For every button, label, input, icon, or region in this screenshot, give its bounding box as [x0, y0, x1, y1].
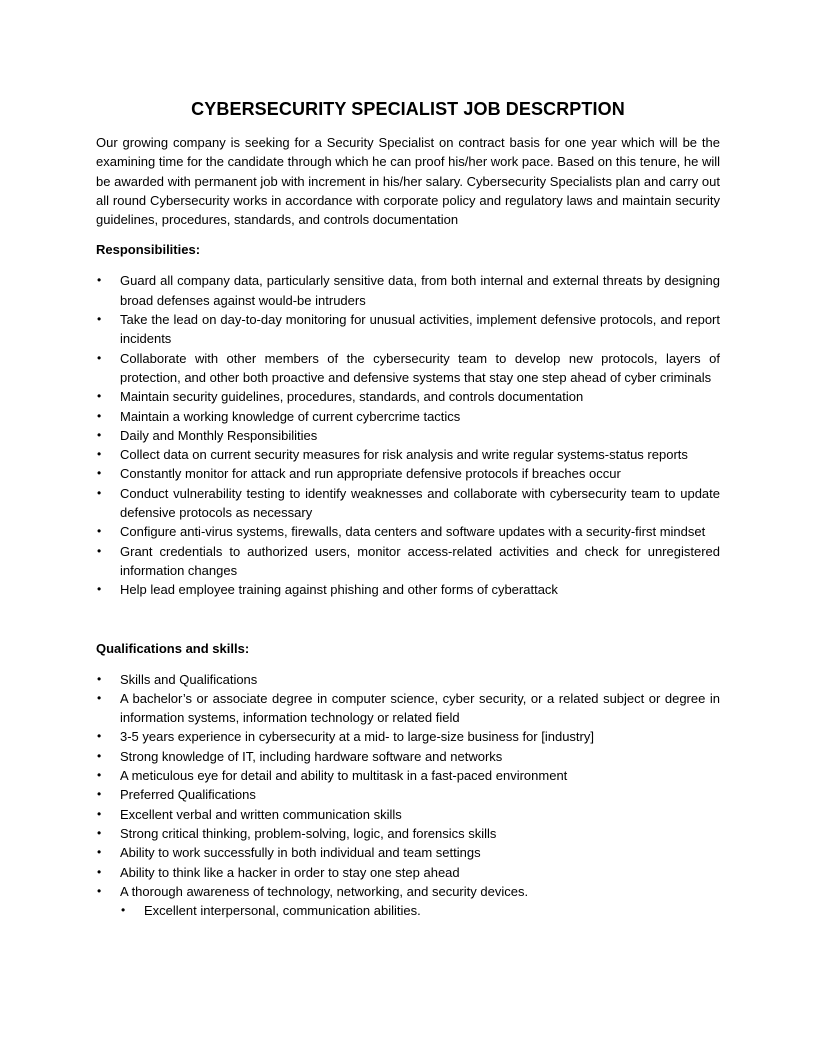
- list-item-text: Preferred Qualifications: [120, 787, 256, 803]
- bullet-icon: •: [97, 825, 102, 840]
- list-item-text: 3-5 years experience in cybersecurity at a mid- to large-size business for [industry]: [120, 729, 594, 745]
- list-item: [96, 271, 720, 310]
- list-item-text: Maintain security guidelines, procedures, standards, and controls documentation: [120, 389, 584, 405]
- list-item: [96, 464, 720, 483]
- bullet-icon: •: [97, 524, 102, 539]
- list-item-text: Collect data on current security measures for risk analysis and write regular systems-status reports: [120, 447, 688, 463]
- bullet-icon: •: [97, 748, 102, 763]
- list-item: [96, 670, 720, 689]
- list-item-text: A meticulous eye for detail and ability to multitask in a fast-paced environment: [120, 768, 568, 784]
- list-item-text: Maintain a working knowledge of current cybercrime tactics: [120, 408, 461, 424]
- page-title: CYBERSECURITY SPECIALIST JOB DESCRPTION: [191, 99, 625, 119]
- bullet-icon: •: [97, 543, 102, 558]
- bullet-icon: •: [97, 883, 102, 898]
- bullet-icon: •: [97, 485, 102, 500]
- list-item-text: Strong knowledge of IT, including hardware software and networks: [120, 748, 503, 764]
- list-item: [96, 805, 720, 824]
- list-item: [96, 689, 720, 728]
- list-item-text: Ability to work successfully in both individual and team settings: [120, 845, 481, 861]
- responsibilities-list: [96, 271, 720, 599]
- list-item: [96, 766, 720, 785]
- list-item: [96, 863, 720, 882]
- list-item-text: Grant credentials to authorized users, monitor access-related activities and check for unregistered information changes: [120, 543, 720, 578]
- list-item: [96, 580, 720, 599]
- bullet-icon: •: [97, 447, 102, 462]
- list-item-text: Conduct vulnerability testing to identify weaknesses and collaborate with cybersecurity team to update defensive protocols as necessary: [120, 485, 720, 521]
- list-item-text: Excellent verbal and written communication skills: [120, 806, 402, 822]
- list-item: [96, 387, 720, 406]
- list-item-text: A bachelor’s or associate degree in computer science, cyber security, or a related subject or degree in information systems, information technology or related field: [120, 690, 720, 726]
- qualifications-heading: Qualifications and skills:: [96, 640, 250, 656]
- list-item: [96, 484, 720, 523]
- list-item: [96, 542, 720, 581]
- list-item: [96, 407, 720, 426]
- bullet-icon: •: [97, 350, 102, 365]
- bullet-icon: •: [97, 787, 102, 802]
- list-item-text: Guard all company data, particularly sensitive data, from both internal and external threats by designing broad defenses against would-be intruders: [120, 273, 720, 308]
- list-item-text: Strong critical thinking, problem-solving, logic, and forensics skills: [120, 825, 497, 841]
- list-item: [96, 843, 720, 862]
- list-item: [96, 747, 720, 766]
- bullet-icon: •: [97, 582, 102, 597]
- bullet-icon: •: [97, 845, 102, 860]
- bullet-icon: •: [97, 806, 102, 821]
- nested-qualifications-list: [96, 901, 720, 920]
- list-item: [96, 882, 720, 901]
- list-item: [96, 310, 720, 349]
- bullet-icon: •: [97, 466, 102, 481]
- bullet-icon: •: [97, 408, 102, 423]
- list-item-text: Excellent interpersonal, communication abilities.: [144, 903, 421, 919]
- list-item: [96, 445, 720, 464]
- list-item: [96, 727, 720, 746]
- bullet-icon: •: [97, 671, 102, 686]
- bullet-icon: •: [97, 273, 102, 288]
- responsibilities-heading: Responsibilities:: [96, 242, 201, 258]
- bullet-icon: •: [97, 312, 102, 327]
- bullet-icon: •: [97, 864, 102, 879]
- list-item-text: Constantly monitor for attack and run appropriate defensive protocols if breaches occur: [120, 466, 621, 482]
- bullet-icon: •: [97, 690, 102, 705]
- intro-paragraph: Our growing company is seeking for a Security Specialist on contract basis for one year which will be the examining time for the candidate through which he can proof his/her work pace. Based on this tenure, he will be awarded with permanent job with increment in his/her salary. Cybersecurity Specialists plan and carry out all round Cybersecurity works in accordance with corporate policy and regulatory laws and maintain security guidelines, procedures, standards, and controls documentation: [96, 135, 720, 228]
- list-item: [96, 824, 720, 843]
- bullet-icon: •: [121, 903, 126, 918]
- bullet-icon: •: [97, 389, 102, 404]
- list-item-text: Configure anti-virus systems, firewalls, data centers and software updates with a security-first mindset: [120, 524, 706, 540]
- list-item-text: A thorough awareness of technology, networking, and security devices.: [120, 883, 529, 899]
- list-item: [96, 785, 720, 804]
- bullet-icon: •: [97, 729, 102, 744]
- list-item: [120, 901, 720, 920]
- list-item-text: Ability to think like a hacker in order to stay one step ahead: [120, 864, 460, 880]
- list-item-text: Skills and Qualifications: [120, 671, 258, 687]
- list-item: [96, 426, 720, 445]
- list-item-text: Take the lead on day-to-day monitoring for unusual activities, implement defensive protocols, and report incidents: [120, 312, 720, 347]
- list-item-text: Daily and Monthly Responsibilities: [120, 427, 318, 443]
- list-item-text: Help lead employee training against phishing and other forms of cyberattack: [120, 582, 558, 598]
- section-spacer: [96, 600, 720, 639]
- bullet-icon: •: [97, 427, 102, 442]
- qualifications-list: [96, 670, 720, 902]
- list-item: [96, 522, 720, 541]
- list-item: [96, 349, 720, 388]
- list-item-text: Collaborate with other members of the cybersecurity team to develop new protocols, layers of protection, and other both proactive and defensive systems that stay one step ahead of cyber criminals: [120, 350, 720, 385]
- bullet-icon: •: [97, 768, 102, 783]
